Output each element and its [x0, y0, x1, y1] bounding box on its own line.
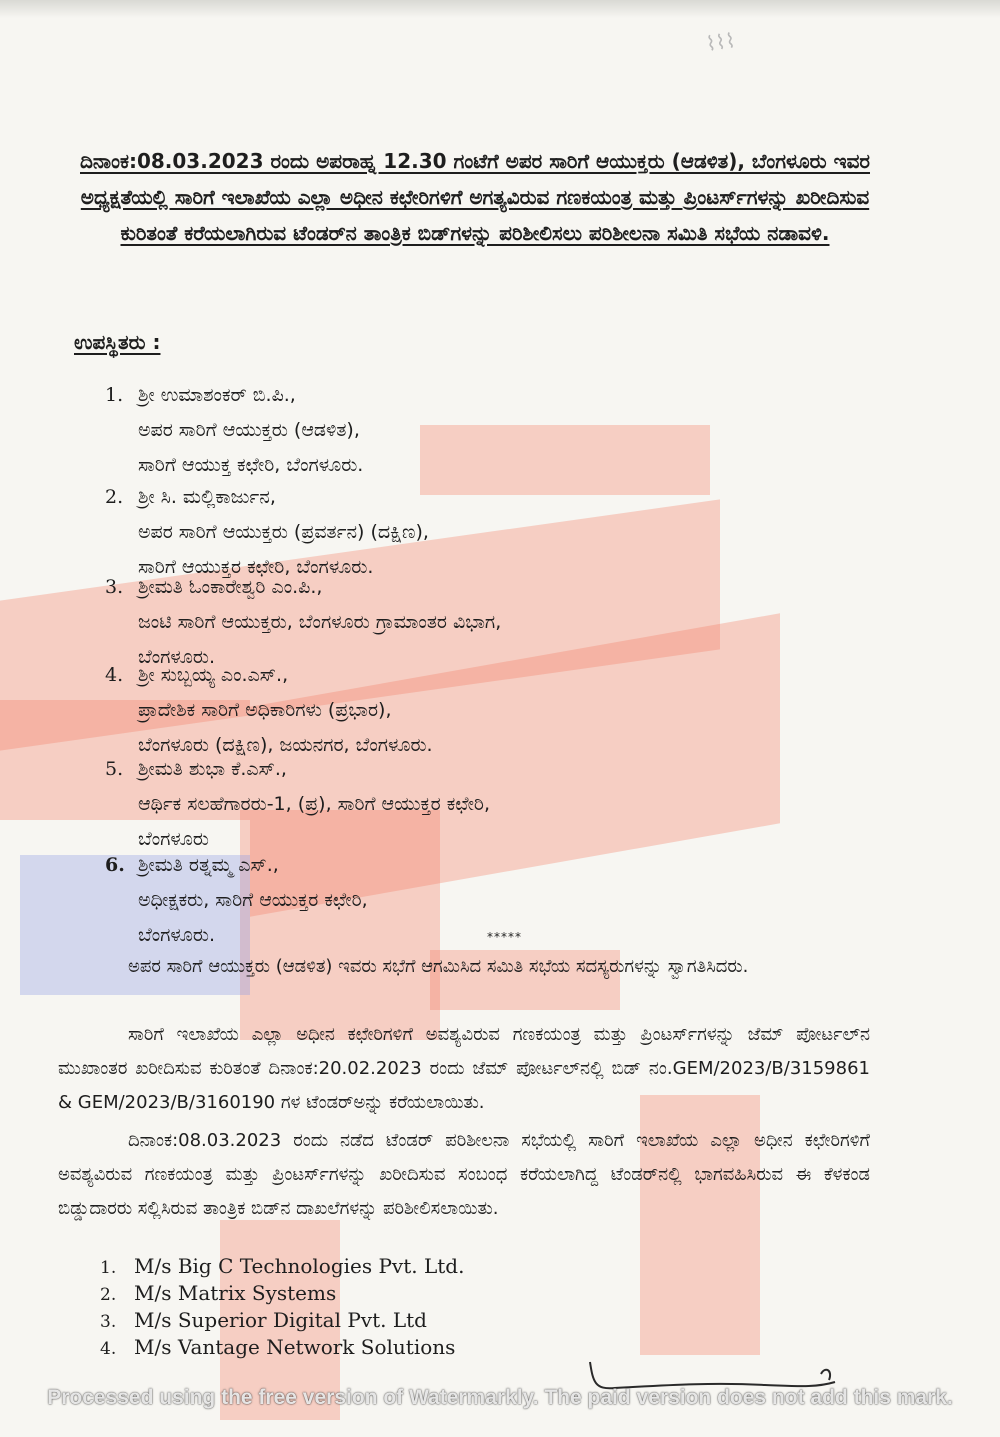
bidder-name: M/s Vantage Network Solutions: [134, 1335, 456, 1359]
attendee-designation: ಅಪರ ಸಾರಿಗೆ ಆಯುಕ್ತರು (ಪ್ರವರ್ತನ) (ದಕ್ಷಿಣ),: [138, 521, 429, 543]
bidder-number: 3.: [100, 1312, 117, 1332]
review-paragraph: [58, 1124, 870, 1226]
attendee-name: ಶ್ರೀಮತಿ ರತ್ನಮ್ಮ ಎಸ್.,: [138, 854, 279, 876]
attendee-designation: ಜಂಟಿ ಸಾರಿಗೆ ಆಯುಕ್ತರು, ಬೆಂಗಳೂರು ಗ್ರಾಮಾಂತರ ವಿಭಾಗ,: [138, 611, 502, 633]
section-separator: *****: [487, 930, 522, 944]
attendee-designation: ಅಪರ ಸಾರಿಗೆ ಆಯುಕ್ತರು (ಆಡಳಿತ),: [138, 419, 360, 441]
attendee-name: ಶ್ರೀ ಸಿ. ಮಲ್ಲಿಕಾರ್ಜುನ,: [138, 486, 276, 508]
attendee-number: 3.: [105, 576, 124, 598]
attendee-office: ಬೆಂಗಳೂರು: [138, 828, 209, 850]
tender-paragraph: [58, 1018, 870, 1120]
attendee-name: ಶ್ರೀಮತಿ ಶುಭಾ ಕೆ.ಎಸ್.,: [138, 758, 287, 780]
watermark-notice: Processed using the free version of Watermarkly. The paid version does not add this mark.: [47, 1386, 953, 1409]
attendee-office: ಬೆಂಗಳೂರು.: [138, 924, 216, 946]
bidder-number: 4.: [100, 1339, 117, 1359]
attendee-name: ಶ್ರೀ ಸುಬ್ಬಯ್ಯ ಎಂ.ಎಸ್.,: [138, 664, 289, 686]
attendee-designation: ಆರ್ಥಿಕ ಸಲಹೆಗಾರರು-1, (ಪ್ರ), ಸಾರಿಗೆ ಆಯುಕ್ತರ ಕಛೇರಿ,: [138, 793, 491, 815]
paragraph-text: ದಿನಾಂಕ:08.03.2023 ರಂದು ನಡೆದ ಟೆಂಡರ್ ಪರಿಶೀಲನಾ ಸಭೆಯಲ್ಲಿ ಸಾರಿಗೆ ಇಲಾಖೆಯ ಎಲ್ಲಾ ಅಧೀನ ಕಛೇರಿಗಳಿಗೆ ಅವಶ್ಯವಿರುವ ಗಣಕಯಂತ್ರ ಮತ್ತು ಪ್ರಿಂಟರ್ಸ್‌ಗಳನ್ನು ಖರೀದಿಸುವ ಸಂಬಂಧ ಕರೆಯಲಾಗಿದ್ದ ಟೆಂಡರ್‌ನಲ್ಲಿ ಭಾಗವಹಿಸಿರುವ ಈ ಕೆಳಕಂಡ ಬಿಡ್ಡುದಾರರು ಸಲ್ಲಿಸಿರುವ ತಾಂತ್ರಿಕ ಬಿಡ್‌ನ ದಾಖಲೆಗಳನ್ನು ಪರಿಶೀಲಿಸಲಾಯಿತು.: [58, 1130, 870, 1219]
attendee-designation: ಪ್ರಾದೇಶಿಕ ಸಾರಿಗೆ ಅಧಿಕಾರಿಗಳು (ಪ್ರಭಾರ),: [138, 699, 392, 721]
bidder-name: M/s Matrix Systems: [134, 1281, 337, 1305]
attendee-office: ಸಾರಿಗೆ ಆಯುಕ್ತ ಕಛೇರಿ, ಬೆಂಗಳೂರು.: [138, 454, 364, 476]
attendee-office: ಬೆಂಗಳೂರು (ದಕ್ಷಿಣ), ಜಯನಗರ, ಬೆಂಗಳೂರು.: [138, 734, 433, 756]
attendee-number: 2.: [105, 486, 124, 508]
attendee-name: ಶ್ರೀ ಉಮಾಶಂಕರ್ ಬಿ.ಪಿ.,: [138, 384, 296, 406]
paragraph-text: ಸಾರಿಗೆ ಇಲಾಖೆಯ ಎಲ್ಲಾ ಅಧೀನ ಕಛೇರಿಗಳಿಗೆ ಅವಶ್ಯವಿರುವ ಗಣಕಯಂತ್ರ ಮತ್ತು ಪ್ರಿಂಟರ್ಸ್‌ಗಳನ್ನು ಜೆಮ್ ಪೋರ್ಟಲ್‌ನ ಮುಖಾಂತರ ಖರೀದಿಸುವ ಕುರಿತಂತೆ ದಿನಾಂಕ:20.02.2023 ರಂದು ಜೆಮ್ ಪೋರ್ಟಲ್‌ನಲ್ಲಿ ಬಿಡ್ ನಂ.GEM/2023/B/3159861 & GEM/2023/B/3160190 ಗಳ ಟೆಂಡರ್‌ಅನ್ನು ಕರೆಯಲಾಯಿತು.: [58, 1024, 870, 1113]
attendee-name: ಶ್ರೀಮತಿ ಓಂಕಾರೇಶ್ವರಿ ಎಂ.ಪಿ.,: [138, 576, 323, 598]
scan-shadow: [0, 0, 1000, 18]
paragraph-text: ಅಪರ ಸಾರಿಗೆ ಆಯುಕ್ತರು (ಆಡಳಿತ) ಇವರು ಸಭೆಗೆ ಆಗಮಿಸಿದ ಸಮಿತಿ ಸಭೆಯ ಸದಸ್ಯರುಗಳನ್ನು ಸ್ವಾಗತಿಸಿದರು.: [128, 956, 749, 977]
welcome-paragraph: [58, 950, 870, 984]
meeting-heading: ದಿನಾಂಕ:08.03.2023 ರಂದು ಅಪರಾಹ್ನ 12.30 ಗಂಟೆಗೆ ಅಪರ ಸಾರಿಗೆ ಆಯುಕ್ತರು (ಆಡಳಿತ), ಬೆಂಗಳೂರು ಇವರ ಅಧ್ಯಕ್ಷತೆಯಲ್ಲಿ ಸಾರಿಗೆ ಇಲಾಖೆಯ ಎಲ್ಲಾ ಅಧೀನ ಕಛೇರಿಗಳಿಗೆ ಅಗತ್ಯವಿರುವ ಗಣಕಯಂತ್ರ ಮತ್ತು ಪ್ರಿಂಟರ್ಸ್‌ಗಳನ್ನು ಖರೀದಿಸುವ ಕುರಿತಂತೆ ಕರೆಯಲಾಗಿರುವ ಟೆಂಡರ್‌ನ ತಾಂತ್ರಿಕ ಬಿಡ್‌ಗಳನ್ನು ಪರಿಶೀಲಿಸಲು ಪರಿಶೀಲನಾ ಸಮಿತಿ ಸಭೆಯ ನಡಾವಳಿ.: [80, 149, 870, 245]
bidder-number: 2.: [100, 1285, 117, 1305]
attendees-label: ಉಪಸ್ಥಿತರು :: [74, 330, 161, 354]
attendee-designation: ಅಧೀಕ್ಷಕರು, ಸಾರಿಗೆ ಆಯುಕ್ತರ ಕಛೇರಿ,: [138, 889, 368, 911]
bidder-name: M/s Superior Digital Pvt. Ltd: [134, 1308, 427, 1332]
bidder-number: 1.: [100, 1258, 117, 1278]
attendee-number: 4.: [105, 664, 124, 686]
attendee-office: ಸಾರಿಗೆ ಆಯುಕ್ತರ ಕಛೇರಿ, ಬೆಂಗಳೂರು.: [138, 556, 374, 578]
attendee-office: ಬೆಂಗಳೂರು.: [138, 646, 216, 668]
faint-stamp-mark: ⌇⌇⌇: [704, 28, 737, 56]
attendee-number: 5.: [105, 758, 124, 780]
attendee-number: 1.: [105, 384, 124, 406]
bidder-name: M/s Big C Technologies Pvt. Ltd.: [134, 1254, 465, 1278]
attendee-number: 6.: [105, 854, 125, 876]
